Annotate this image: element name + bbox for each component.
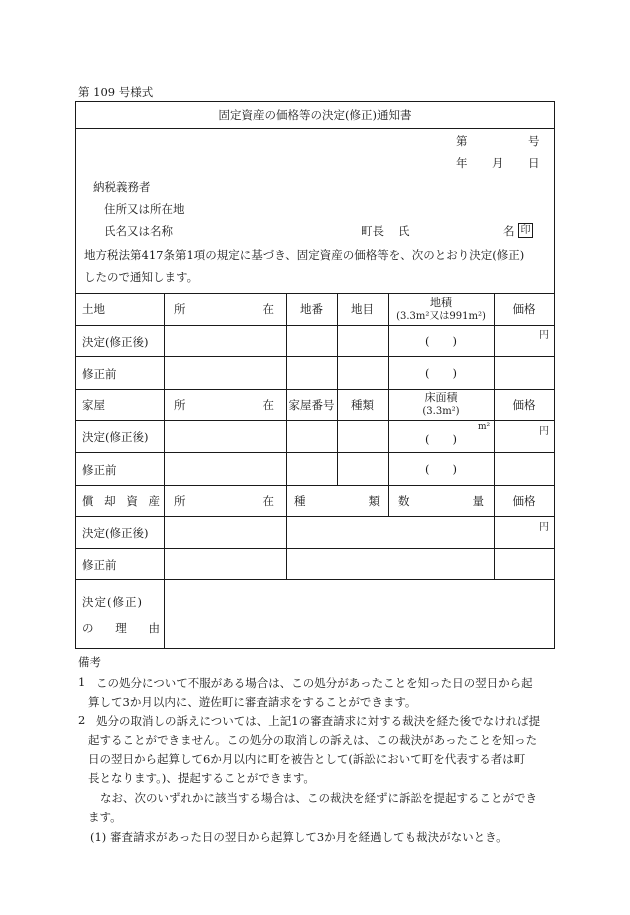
house-after-label: 決定(修正後) bbox=[82, 430, 149, 444]
date-year-label: 年 bbox=[456, 156, 468, 170]
land-area-header: 地積 (3.3m²又は991m²) bbox=[396, 296, 486, 322]
remarks-heading: 備考 bbox=[78, 655, 101, 669]
mayor-label: 町長 bbox=[361, 224, 384, 238]
assets-price-yen: 円 bbox=[539, 522, 549, 533]
house-after-area: ( ) bbox=[425, 431, 457, 446]
remarks-item2-line4: 長となります。)、提起することができます。 bbox=[88, 771, 315, 785]
land-after-area: ( ) bbox=[425, 333, 457, 348]
notice-form bbox=[75, 101, 555, 649]
house-before-label: 修正前 bbox=[82, 463, 117, 477]
house-sqm-unit: m² bbox=[478, 422, 491, 432]
assets-category: 償 却 資 産 bbox=[82, 493, 160, 508]
land-category: 土地 bbox=[82, 302, 105, 316]
land-after-label: 決定(修正後) bbox=[82, 335, 149, 349]
assets-quantity-header: 数 量 bbox=[398, 493, 484, 508]
seal-mark bbox=[518, 222, 533, 238]
land-price-yen: 円 bbox=[539, 330, 549, 341]
reason-label-line1: 決定(修正) bbox=[82, 595, 143, 609]
assets-location-header: 所 在 bbox=[174, 493, 274, 508]
house-price-yen: 円 bbox=[539, 426, 549, 437]
house-before-area: ( ) bbox=[425, 461, 457, 476]
land-before-label: 修正前 bbox=[82, 367, 117, 381]
mayor-shi: 氏 bbox=[398, 224, 410, 238]
assets-after-label: 決定(修正後) bbox=[82, 526, 149, 540]
assets-before-label: 修正前 bbox=[82, 558, 117, 572]
house-floor-area-header: 床面積 (3.3m²) bbox=[422, 391, 460, 417]
number-label-go: 号 bbox=[528, 134, 540, 148]
form-title: 固定資産の価格等の決定(修正)通知書 bbox=[218, 108, 412, 122]
house-price-header: 価格 bbox=[512, 397, 536, 412]
intro-line-1: 地方税法第417条第1項の規定に基づき、固定資産の価格等を、次のとおり決定(修正) bbox=[84, 248, 525, 262]
land-location-header: 所 在 bbox=[174, 302, 274, 316]
land-price-header: 価格 bbox=[512, 302, 536, 316]
assets-price-header: 価格 bbox=[512, 493, 536, 508]
land-type-header: 地目 bbox=[351, 302, 374, 316]
name-label: 氏名又は名称 bbox=[104, 224, 173, 238]
date-day-label: 日 bbox=[528, 156, 540, 170]
mayor-mei: 名 bbox=[503, 224, 515, 238]
remarks-item2-line5: なお、次のいずれかに該当する場合は、この裁決を経ずに訴訟を提起することができ bbox=[100, 791, 537, 805]
remarks-item2-line1: 処分の取消しの訴えについては、上記1の審査請求に対する裁決を経た後でなければ提 bbox=[96, 714, 541, 728]
reason-label-line2: の 理 由 bbox=[82, 621, 160, 635]
house-number-header: 家屋番号 bbox=[288, 397, 335, 412]
form-number: 第 109 号様式 bbox=[78, 85, 154, 99]
remarks-num-2: 2 bbox=[78, 713, 86, 727]
remarks-item1-line2: 算して3か月以内に、遊佐町に審査請求をすることができます。 bbox=[88, 695, 417, 709]
house-kind-header: 種類 bbox=[351, 397, 374, 412]
remarks-num-1: 1 bbox=[78, 675, 86, 689]
land-lot-header: 地番 bbox=[300, 302, 323, 316]
number-label-dai: 第 bbox=[456, 134, 468, 148]
assets-kind-header: 種 類 bbox=[294, 493, 380, 508]
land-before-area: ( ) bbox=[425, 365, 457, 380]
address-label: 住所又は所在地 bbox=[104, 202, 185, 216]
date-month-label: 月 bbox=[492, 156, 504, 170]
intro-line-2: したので通知します。 bbox=[84, 270, 199, 284]
remarks-sub-1: (1) 審査請求があった日の翌日から起算して3か月を経過しても裁決がないとき。 bbox=[90, 830, 508, 844]
remarks-item1-line1: この処分について不服がある場合は、この処分があったことを知った日の翌日から起 bbox=[96, 676, 533, 690]
house-category: 家屋 bbox=[82, 397, 105, 412]
remarks-item2-line6: ます。 bbox=[88, 810, 122, 824]
taxpayer-label: 納税義務者 bbox=[93, 180, 151, 194]
remarks-item2-line2: 起することができません。この処分の取消しの訴えは、この裁決があったことを知った bbox=[88, 733, 538, 747]
house-location-header: 所 在 bbox=[174, 397, 274, 412]
remarks-item2-line3: 日の翌日から起算して6か月以内に町を被告として(訴訟において町を代表する者は町 bbox=[88, 752, 526, 766]
seal-icon: 印 bbox=[518, 223, 533, 238]
